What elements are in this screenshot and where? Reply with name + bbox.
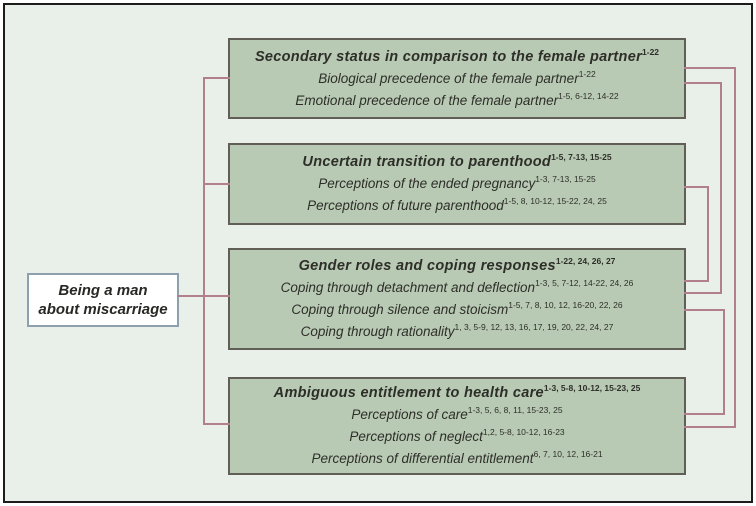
subtheme: Emotional precedence of the female partner$^{1-5, 6-12, 14-22}$ (295, 90, 619, 108)
subtheme: Perceptions of the ended pregnancy$^{1-3, 7-13, 15-25}$ (318, 174, 596, 191)
connector-theme3-in-b (684, 292, 722, 294)
connector-theme3-in-a (684, 280, 709, 282)
subtheme-refs: 6, 7, 10, 12, 16-21 (533, 449, 603, 459)
subtheme-refs: 1-5, 7, 8, 10, 12, 16-20, 22, 26 (508, 300, 623, 310)
subtheme-refs: 1-3, 5, 7-12, 14-22, 24, 26 (535, 278, 634, 288)
subtheme: Coping through silence and stoicism$^{1-5, 7, 8, 10, 12, 16-20, 22, 26}$ (291, 300, 623, 317)
subtheme-refs: 1-22 (578, 68, 596, 79)
subtheme: Coping through rationality$^{1, 3, 5-9, 12, 13, 16, 17, 19, 20, 22, 24, 27}$ (300, 322, 614, 339)
connector-theme1-out-b (684, 82, 722, 84)
subtheme-refs: 1-3, 5, 6, 8, 11, 15-23, 25 (467, 405, 563, 415)
figure-frame (3, 3, 753, 503)
connector-left-trunk (203, 77, 205, 425)
theme-box-secondary-status (228, 38, 686, 119)
subtheme: Perceptions of care$^{1-3, 5, 6, 8, 11, 15-23, 25}$ (351, 405, 563, 422)
root-concept-box (27, 273, 179, 327)
theme-box-ambiguous-entitlement (228, 377, 686, 475)
connector-trunk-to-theme2 (203, 183, 230, 185)
connector-theme1-out-a (684, 67, 736, 69)
theme-title: Uncertain transition to parenthood$^{1-5, 7-13, 15-25}$ (302, 152, 612, 170)
connector-theme1-to-theme3-vertical (720, 82, 722, 294)
connector-theme3-to-theme4-vertical (723, 309, 725, 415)
connector-theme1-to-theme4-vertical (734, 67, 736, 428)
connector-theme4-in-a (684, 426, 736, 428)
subtheme-refs: 1, 3, 5-9, 12, 13, 16, 17, 19, 20, 22, 24, 27 (454, 322, 614, 332)
connector-theme4-in-b (684, 413, 725, 415)
subtheme-refs: 1-5, 6-12, 14-22 (558, 90, 619, 101)
subtheme-refs: 1-5, 8, 10-12, 15-22, 24, 25 (503, 196, 607, 206)
connector-root-to-theme3 (177, 295, 230, 297)
theme-box-uncertain-transition (228, 143, 686, 225)
theme-title-refs: 1-22 (642, 46, 660, 57)
theme-title: Ambiguous entitlement to health care$^{1-3, 5-8, 10-12, 15-23, 25}$ (273, 383, 641, 401)
connector-theme2-to-theme3-vertical (707, 186, 709, 282)
theme-title: Gender roles and coping responses$^{1-22, 24, 26, 27}$ (298, 256, 616, 274)
subtheme-refs: 1,2, 5-8, 10-12, 16-23 (482, 427, 565, 437)
subtheme-refs: 1-3, 7-13, 15-25 (535, 174, 596, 184)
subtheme: Coping through detachment and deflection$^{1-3, 5, 7-12, 14-22, 24, 26}$ (280, 278, 634, 295)
theme-title-refs: 1-22, 24, 26, 27 (555, 256, 616, 266)
connector-trunk-to-theme1 (203, 77, 230, 79)
theme-title: Secondary status in comparison to the female partner$^{1-22}$ (254, 46, 660, 65)
subtheme: Perceptions of differential entitlement$^{6, 7, 10, 12, 16-21}$ (311, 449, 603, 466)
subtheme: Perceptions of neglect$^{1,2, 5-8, 10-12, 16-23}$ (349, 427, 565, 444)
connector-trunk-to-theme4 (203, 423, 230, 425)
subtheme: Perceptions of future parenthood$^{1-5, 8, 10-12, 15-22, 24, 25}$ (307, 196, 607, 213)
root-concept-line2: about miscarriage (38, 301, 168, 318)
subtheme: Biological precedence of the female partner$^{1-22}$ (318, 68, 596, 86)
connector-theme2-out (684, 186, 709, 188)
theme-title-refs: 1-5, 7-13, 15-25 (551, 152, 612, 162)
root-concept-line1: Being a man (58, 282, 148, 299)
theme-title-refs: 1-3, 5-8, 10-12, 15-23, 25 (543, 383, 641, 393)
theme-box-gender-roles (228, 248, 686, 350)
connector-theme3-out (684, 309, 725, 311)
